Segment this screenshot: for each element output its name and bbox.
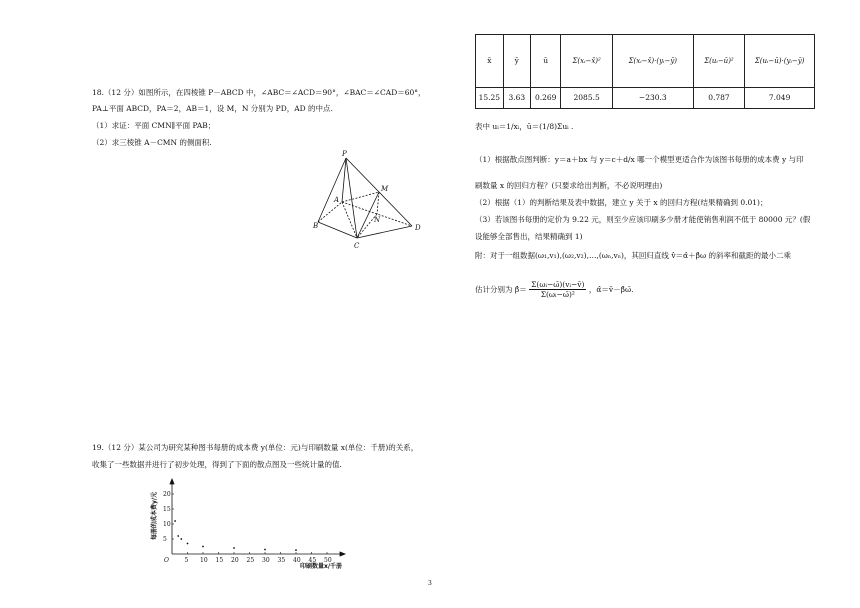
x-tick-label: 10 <box>200 557 208 564</box>
scatter-point <box>233 547 235 549</box>
scatter-point <box>174 520 176 522</box>
edge-PA <box>342 158 346 202</box>
scatter-point <box>187 543 189 545</box>
label-B: B <box>313 222 319 230</box>
x-tick-label: 40 <box>293 557 301 564</box>
y-tick-label: 5 <box>163 536 167 543</box>
x-tick-label: 35 <box>277 557 286 564</box>
label-N: N <box>374 216 381 224</box>
y-axis-label: 每册的成本费y/元 <box>151 491 158 540</box>
appendix-formula <box>475 280 633 300</box>
beta-fraction <box>529 280 586 300</box>
table-note: 表中 uᵢ＝1/xᵢ，ū＝(1/8)Σuᵢ . <box>475 122 574 131</box>
q18-part2: （2）求三棱锥 A－CMN 的侧面积. <box>92 138 212 147</box>
scatter-point <box>264 549 266 551</box>
x-tick-label: 45 <box>308 557 317 564</box>
label-P: P <box>342 150 347 158</box>
beta-numerator: Σ(ωᵢ−ω̄)(vᵢ−v̄) <box>531 280 585 289</box>
q19-stem-line1: 19.（12 分）某公司为研究某种图书每册的成本费 y(单位：元)与印刷数量 x(单位：千册)的关系， <box>92 443 419 452</box>
q18-stem-line2: PA⊥平面 ABCD，PA＝2，AB＝1，设 M，N 分别为 PD，AD 的中点. <box>92 104 333 113</box>
origin-label: O <box>164 557 169 564</box>
appendix-formula-prefix: 估计分别为 β̂＝ <box>475 284 527 294</box>
right-column <box>475 0 820 608</box>
header-sum-uu: Σ(uᵢ−ū)² <box>693 35 745 88</box>
value-sum-uy: 7.049 <box>745 88 815 109</box>
scatter-point <box>202 546 204 548</box>
y-tick-label: 15 <box>163 506 171 513</box>
edge-BC <box>318 222 357 238</box>
header-sum-uy: Σ(uᵢ−ū)·(yᵢ−ȳ) <box>745 35 815 88</box>
value-y-bar: 3.63 <box>503 88 530 109</box>
scatter-point <box>295 549 297 551</box>
label-M: M <box>381 185 389 193</box>
x-tick-label: 50 <box>324 557 332 564</box>
y-axis-arrow <box>170 479 174 484</box>
table-header-row <box>476 35 815 88</box>
pyramid-figure <box>312 150 427 255</box>
scatter-plot <box>150 478 350 578</box>
x-tick-label: 20 <box>231 557 239 564</box>
value-sum-uu: 0.787 <box>693 88 745 109</box>
page-number: 3 <box>428 580 432 587</box>
x-tick-label: 5 <box>184 557 189 564</box>
q19-part3-line2: 设能够全部售出，结果精确到 1) <box>475 232 583 241</box>
x-tick-label: 25 <box>246 557 255 564</box>
value-u-bar: 0.269 <box>530 88 560 109</box>
value-sum-xx: 2085.5 <box>561 88 612 109</box>
header-sum-xx: Σ(xᵢ−x̄)² <box>561 35 612 88</box>
y-tick-label: 10 <box>163 521 171 528</box>
label-D: D <box>415 224 421 232</box>
x-axis-arrow <box>340 552 345 556</box>
value-x-bar: 15.25 <box>476 88 504 109</box>
y-tick-label: 20 <box>163 491 171 498</box>
label-A: A <box>334 196 340 204</box>
q19-part3-line1: （3）若该图书每册的定价为 9.22 元，则至少应该印刷多少册才能使销售利润不低于 80000 元？(假 <box>475 215 811 224</box>
edge-BA <box>318 202 342 222</box>
x-tick-label: 30 <box>262 557 270 564</box>
header-u-bar: ū <box>530 35 560 88</box>
header-x-bar: x̄ <box>476 35 504 88</box>
table-values-row <box>476 88 815 109</box>
edge-PC <box>346 158 357 238</box>
header-y-bar: ȳ <box>503 35 530 88</box>
scatter-point <box>180 538 182 540</box>
q18-part1: （1）求证：平面 CMN∥平面 PAB； <box>92 121 216 130</box>
q19-part2: （2）根据（1）的判断结果及表中数据，建立 y 关于 x 的回归方程(结果精确到 0.01)； <box>475 198 768 207</box>
value-sum-xy: −230.3 <box>612 88 693 109</box>
edge-AM <box>342 192 379 202</box>
beta-denominator: Σ(ωᵢ−ω̄)² <box>540 290 575 300</box>
edge-PB <box>318 158 346 222</box>
q19-stem-line2: 收集了一些数据并进行了初步处理，得到了下面的散点图及一些统计量的值. <box>92 460 342 469</box>
label-C: C <box>354 242 360 250</box>
x-tick-label: 15 <box>215 557 224 564</box>
q19-part1-line2: 刷数量 x 的回归方程？(只要求给出判断，不必说明理由) <box>475 181 663 190</box>
appendix-formula-suffix: ，α̂＝v̄－β̂ω̄. <box>588 284 634 294</box>
x-axis-label: 印刷数量x/千册 <box>300 563 343 570</box>
appendix-line1: 附：对于一组数据(ω₁,v₁),(ω₂,v₂),…,(ωₙ,vₙ)，其回归直线 v̂＝α̂＋β̂ω 的斜率和截距的最小二乘 <box>475 251 791 260</box>
q19-part1-line1: （1）根据散点图判断：y＝a＋bx 与 y＝c＋d/x 哪一个模型更适合作为该图书每册的成本费 y 与印 <box>475 155 804 164</box>
header-sum-xy: Σ(xᵢ−x̄)·(yᵢ−ȳ) <box>612 35 693 88</box>
statistics-table <box>475 34 815 109</box>
left-column <box>92 0 432 608</box>
q18-stem-line1: 18.（12 分）如图所示，在四棱锥 P－ABCD 中，∠ABC＝∠ACD＝90°，∠BAC＝∠CAD＝60°， <box>92 88 426 97</box>
scatter-point <box>177 535 179 537</box>
